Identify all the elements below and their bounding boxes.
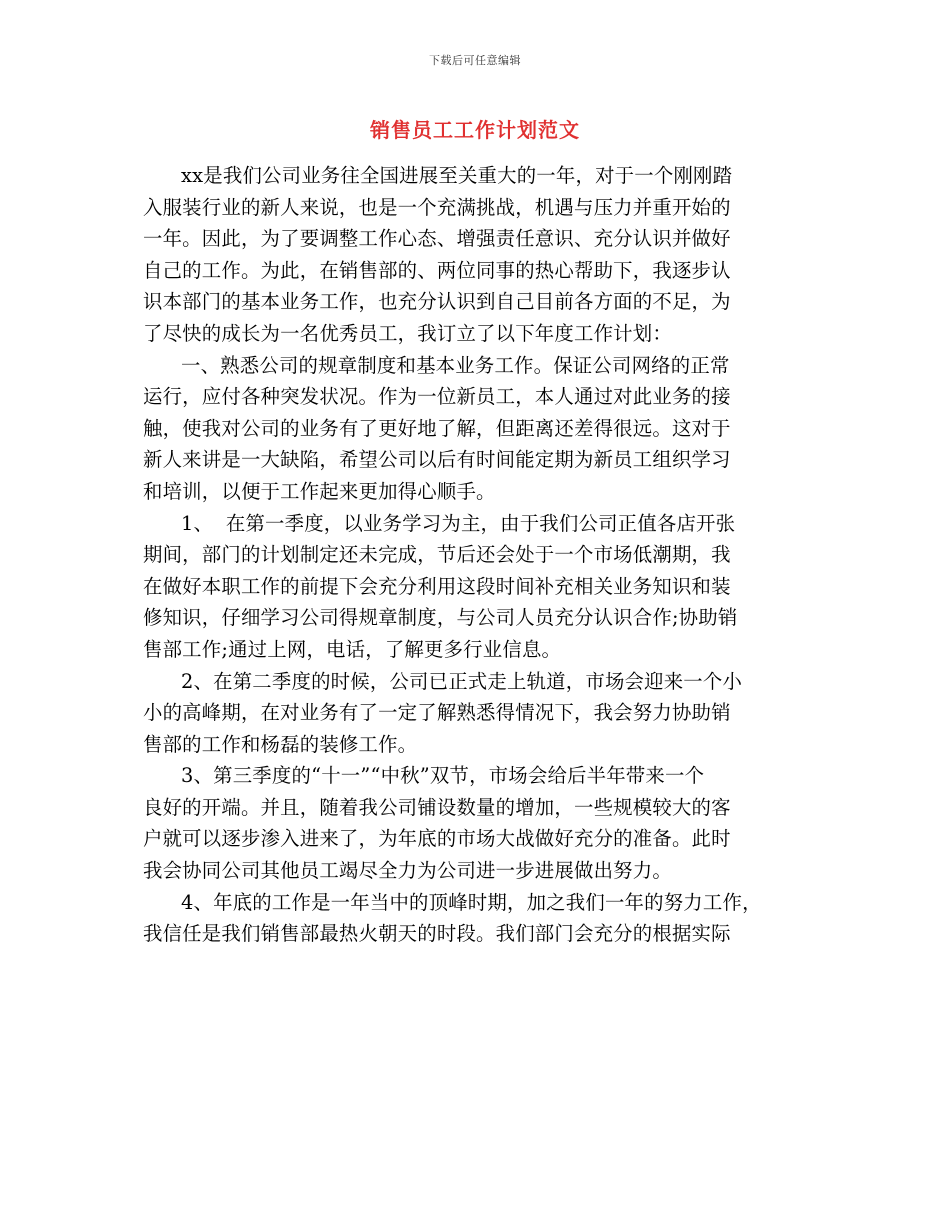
paragraph-line: 识本部门的基本业务工作，也充分认识到自己目前各方面的不足，为 (143, 290, 731, 314)
paragraph-line: 自己的工作。为此，在销售部的、两位同事的热心帮助下，我逐步认 (143, 258, 731, 282)
paragraph-line: 售部工作;通过上网，电话，了解更多行业信息。 (143, 637, 562, 661)
paragraph-line: 一、熟悉公司的规章制度和基本业务工作。保证公司网络的正常 (181, 353, 730, 377)
paragraph-line: 3、第三季度的“十一”“中秋”双节，市场会给后半年带来一个 (181, 764, 705, 788)
paragraph-line: 2、在第二季度的时候，公司已正式走上轨道，市场会迎来一个小 (181, 669, 743, 693)
document-body (143, 160, 813, 950)
paragraph-line: 4、年底的工作是一年当中的顶峰时期，加之我们一年的努力工作， (181, 890, 762, 914)
paragraph-line: 新人来讲是一大缺陷，希望公司以后有时间能定期为新员工组织学习 (143, 448, 731, 472)
paragraph-line: 1、 在第一季度，以业务学习为主，由于我们公司正值各店开张 (181, 511, 736, 535)
paragraph-line: 户就可以逐步渗入进来了，为年底的市场大战做好充分的准备。此时 (143, 827, 731, 851)
paragraph-line: 我会协同公司其他员工竭尽全力为公司进一步进展做出努力。 (143, 859, 672, 883)
paragraph-line: 在做好本职工作的前提下会充分利用这段时间补充相关业务知识和装 (143, 574, 731, 598)
paragraph-line: 期间，部门的计划制定还未完成，节后还会处于一个市场低潮期，我 (143, 543, 731, 567)
paragraph-line: 触，使我对公司的业务有了更好地了解，但距离还差得很远。这对于 (143, 416, 731, 440)
paragraph-line: 和培训，以便于工作起来更加得心顺手。 (143, 479, 496, 503)
paragraph-line: 良好的开端。并且，随着我公司铺设数量的增加，一些规模较大的客 (143, 795, 731, 819)
document-title: 销售员工工作计划范文 (370, 118, 580, 142)
paragraph-line: 售部的工作和杨磊的装修工作。 (143, 732, 418, 756)
paragraph-line: 一年。因此，为了要调整工作心态、增强责任意识、充分认识并做好 (143, 227, 731, 251)
page-header: 下载后可任意编辑 (429, 54, 521, 67)
paragraph-line: xx是我们公司业务往全国进展至关重大的一年，对于一个刚刚踏 (181, 164, 733, 187)
paragraph-line: 修知识，仔细学习公司得规章制度，与公司人员充分认识合作;协助销 (143, 606, 738, 630)
paragraph-line: 我信任是我们销售部最热火朝天的时段。我们部门会充分的根据实际 (143, 922, 731, 946)
paragraph-line: 运行，应付各种突发状况。作为一位新员工，本人通过对此业务的接 (143, 385, 731, 409)
paragraph-line: 入服装行业的新人来说，也是一个充满挑战，机遇与压力并重开始的 (143, 195, 731, 219)
paragraph-line: 了尽快的成长为一名优秀员工，我订立了以下年度工作计划： (143, 321, 672, 345)
paragraph-line: 小的高峰期，在对业务有了一定了解熟悉得情况下，我会努力协助销 (143, 701, 731, 725)
